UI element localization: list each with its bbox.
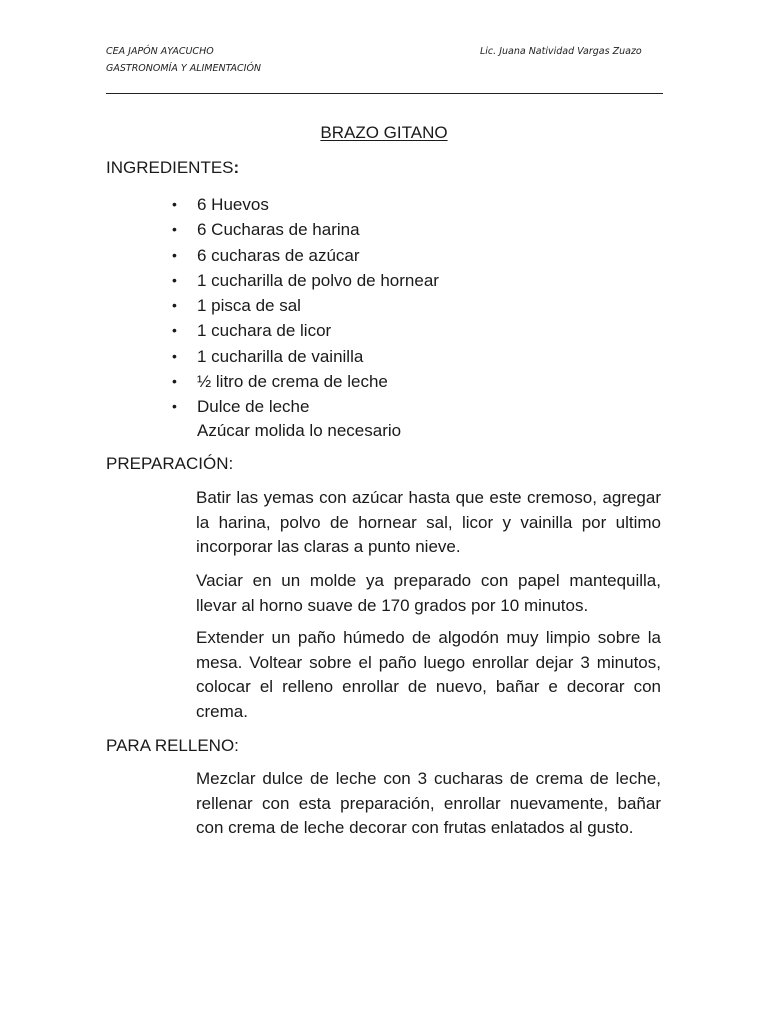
ingredient-text: 6 Huevos (197, 195, 269, 214)
ingredient-text: 1 cuchara de licor (197, 321, 332, 341)
list-item (172, 318, 439, 343)
preparation-paragraph-3: Extender un paño húmedo de algodón muy limpio sobre la mesa. Voltear sobre el paño luego enrollar dejar 3 minutos, colocar el relleno enrollar de nuevo, bañar e decorar con crema. (196, 628, 661, 721)
header-school: CEA JAPÓN AYACUCHO (106, 46, 214, 57)
list-item (172, 217, 439, 242)
ingredient-text: 1 cucharilla de polvo de hornear (197, 270, 439, 290)
list-item (172, 394, 439, 419)
list-item (172, 293, 439, 318)
ingredient-text: ½ litro de crema de leche (197, 372, 388, 392)
bullet-icon: • (172, 246, 177, 263)
filling-paragraph: Mezclar dulce de leche con 3 cucharas de crema de leche, rellenar con esta preparación, enrollar nuevamente, bañar con crema de leche decorar con frutas enlatados al gusto. (196, 769, 661, 837)
header-program: GASTRONOMÍA Y ALIMENTACIÓN (106, 63, 262, 74)
ingredients-heading-colon: : (233, 158, 240, 177)
ingredient-text: 1 pisca de sal (197, 296, 301, 316)
list-item (172, 243, 439, 268)
filling-heading: PARA RELLENO: (106, 736, 239, 755)
bullet-icon: • (172, 398, 177, 415)
ingredient-text: 1 cucharilla de vainilla (197, 346, 364, 366)
bullet-icon: • (172, 347, 177, 364)
bullet-icon: • (172, 322, 177, 339)
bullet-icon: • (172, 221, 177, 238)
ingredient-text: 6 cucharas de azúcar (197, 245, 360, 265)
header-author: Lic. Juana Natividad Vargas Zuazo (480, 46, 642, 57)
ingredients-heading-text: INGREDIENTES (106, 158, 234, 177)
list-item (172, 369, 439, 394)
bullet-icon: • (172, 196, 177, 212)
ingredient-text: Dulce de leche (197, 397, 310, 417)
bullet-icon: • (172, 297, 177, 314)
preparation-paragraph-2: Vaciar en un molde ya preparado con papel mantequilla, llevar al horno suave de 170 grados por 10 minutos. (196, 571, 661, 615)
list-item (172, 192, 439, 217)
preparation-paragraph-1: Batir las yemas con azúcar hasta que este cremoso, agregar la harina, polvo de hornear sal, licor y vainilla por ultimo incorporar las claras a punto nieve. (196, 488, 661, 556)
ingredients-list (172, 192, 439, 420)
header-institution (106, 43, 261, 77)
bullet-icon: • (172, 373, 177, 390)
header-divider (106, 93, 663, 94)
list-item (172, 344, 439, 369)
recipe-title: BRAZO GITANO (320, 123, 448, 142)
ingredient-text: 6 Cucharas de harina (197, 220, 360, 240)
ingredient-extra-line: Azúcar molida lo necesario (197, 421, 402, 440)
preparation-heading: PREPARACIÓN: (106, 454, 234, 473)
ingredients-heading (106, 157, 239, 179)
list-item (172, 268, 439, 293)
bullet-icon: • (172, 271, 177, 288)
